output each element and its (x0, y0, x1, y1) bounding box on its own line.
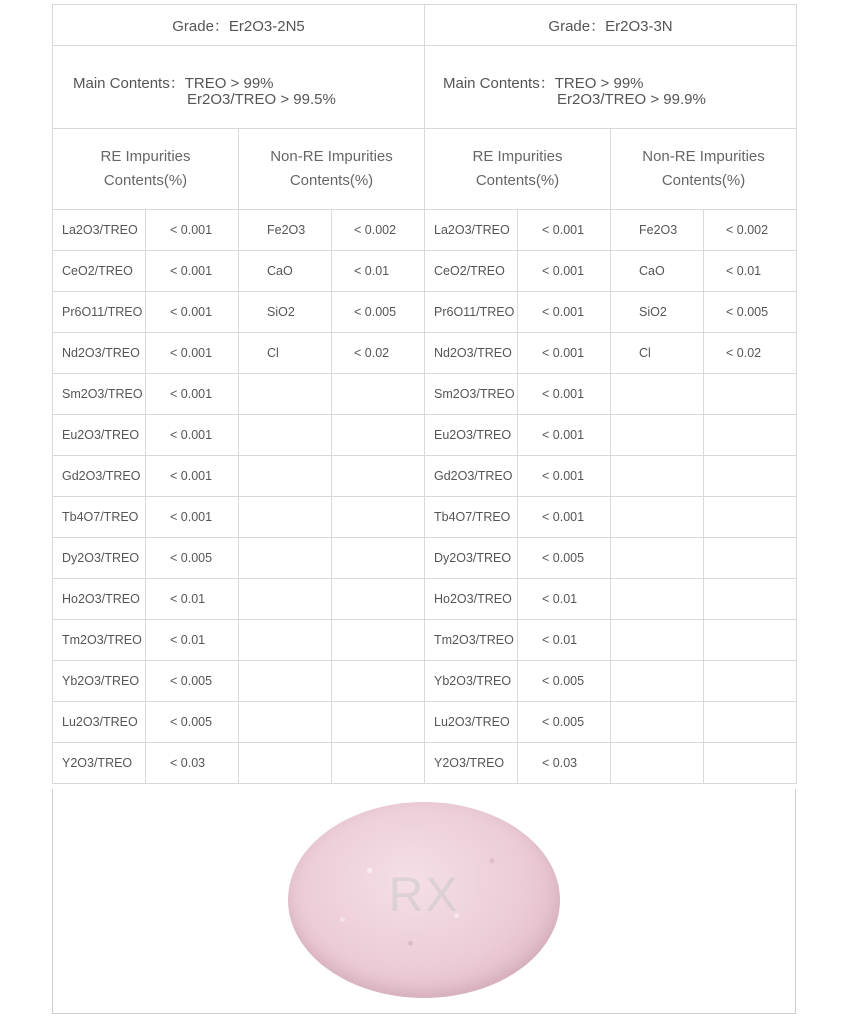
spec-sheet (52, 4, 796, 784)
impurity-name-cell: Yb2O3/TREO (425, 661, 518, 702)
non-re-value-cell (704, 415, 797, 456)
non-re-name-cell: Fe2O3 (611, 210, 704, 251)
non-re-name-cell (239, 374, 332, 415)
impurity-name-cell: La2O3/TREO (53, 210, 146, 251)
non-re-impurities-header (611, 129, 797, 210)
non-re-name-cell: CaO (611, 251, 704, 292)
non-re-value-cell (332, 415, 425, 456)
non-re-value-cell: < 0.005 (332, 292, 425, 333)
impurity-value-cell: < 0.005 (146, 538, 239, 579)
table-row (53, 620, 797, 661)
non-re-name-cell (611, 743, 704, 784)
non-re-value-cell (332, 374, 425, 415)
header-line: Contents(%) (475, 172, 560, 189)
table-row (53, 702, 797, 743)
non-re-value-cell (704, 620, 797, 661)
non-re-value-cell (332, 702, 425, 743)
non-re-value-cell (332, 538, 425, 579)
impurity-name-cell: Tb4O7/TREO (425, 497, 518, 538)
non-re-name-cell: Cl (239, 333, 332, 374)
impurity-name-cell: Y2O3/TREO (425, 743, 518, 784)
non-re-name-cell (611, 538, 704, 579)
impurity-name-cell: Eu2O3/TREO (53, 415, 146, 456)
table-row (53, 497, 797, 538)
main-contents-2n5 (53, 46, 425, 129)
impurity-name-cell: Gd2O3/TREO (53, 456, 146, 497)
impurity-value-cell: < 0.001 (518, 456, 611, 497)
impurity-name-cell: Ho2O3/TREO (425, 579, 518, 620)
impurity-value-cell: < 0.001 (146, 497, 239, 538)
non-re-value-cell (332, 743, 425, 784)
non-re-value-cell (704, 579, 797, 620)
non-re-value-cell: < 0.01 (332, 251, 425, 292)
non-re-name-cell (239, 456, 332, 497)
table-row (53, 333, 797, 374)
table-row (53, 374, 797, 415)
main-contents-3n (425, 46, 797, 129)
table-row (53, 292, 797, 333)
impurity-name-cell: Nd2O3/TREO (53, 333, 146, 374)
impurity-name-cell: Tm2O3/TREO (425, 620, 518, 661)
impurity-value-cell: < 0.001 (146, 333, 239, 374)
non-re-value-cell (704, 374, 797, 415)
non-re-name-cell (611, 497, 704, 538)
non-re-name-cell: Cl (611, 333, 704, 374)
non-re-value-cell (332, 579, 425, 620)
watermark: RX (388, 869, 460, 922)
impurity-value-cell: < 0.001 (518, 333, 611, 374)
non-re-name-cell (239, 743, 332, 784)
impurity-value-cell: < 0.03 (518, 743, 611, 784)
non-re-value-cell: < 0.01 (704, 251, 797, 292)
impurity-value-cell: < 0.001 (146, 415, 239, 456)
table-row (53, 661, 797, 702)
impurity-name-cell: Dy2O3/TREO (425, 538, 518, 579)
header-line: RE Impurities (472, 148, 563, 165)
non-re-value-cell (704, 538, 797, 579)
non-re-value-cell: < 0.002 (704, 210, 797, 251)
impurity-name-cell: La2O3/TREO (425, 210, 518, 251)
impurity-name-cell: Pr6O11/TREO (53, 292, 146, 333)
non-re-name-cell (611, 661, 704, 702)
table-row (53, 251, 797, 292)
non-re-value-cell (704, 661, 797, 702)
impurity-value-cell: < 0.001 (146, 210, 239, 251)
impurity-header-row (53, 129, 797, 210)
table-row (53, 538, 797, 579)
non-re-impurities-header (239, 129, 425, 210)
impurity-value-cell: < 0.001 (146, 456, 239, 497)
header-line: RE Impurities (100, 148, 191, 165)
grade-row (53, 5, 797, 46)
impurity-value-cell: < 0.005 (518, 702, 611, 743)
impurity-value-cell: < 0.001 (518, 292, 611, 333)
main-contents-line: Main Contents：TREO > 99% (73, 75, 274, 92)
non-re-value-cell (704, 743, 797, 784)
non-re-name-cell (239, 579, 332, 620)
impurity-value-cell: < 0.03 (146, 743, 239, 784)
non-re-value-cell (704, 702, 797, 743)
specification-table (52, 4, 797, 784)
product-photo-panel (52, 789, 796, 1014)
impurity-name-cell: Tm2O3/TREO (53, 620, 146, 661)
impurity-name-cell: Eu2O3/TREO (425, 415, 518, 456)
main-contents-line: Main Contents：TREO > 99% (443, 75, 644, 92)
impurity-name-cell: Ho2O3/TREO (53, 579, 146, 620)
impurity-name-cell: Gd2O3/TREO (425, 456, 518, 497)
non-re-name-cell (239, 415, 332, 456)
non-re-value-cell (332, 661, 425, 702)
non-re-value-cell (704, 497, 797, 538)
re-impurities-header (53, 129, 239, 210)
re-impurities-header (425, 129, 611, 210)
impurity-name-cell: Lu2O3/TREO (53, 702, 146, 743)
non-re-value-cell: < 0.02 (704, 333, 797, 374)
non-re-name-cell (239, 620, 332, 661)
impurity-value-cell: < 0.001 (146, 251, 239, 292)
non-re-name-cell (239, 497, 332, 538)
table-row (53, 579, 797, 620)
header-line: Contents(%) (103, 172, 188, 189)
header-line: Contents(%) (289, 172, 374, 189)
non-re-value-cell (332, 497, 425, 538)
non-re-value-cell (704, 456, 797, 497)
impurity-name-cell: Sm2O3/TREO (53, 374, 146, 415)
impurity-value-cell: < 0.01 (146, 620, 239, 661)
non-re-name-cell (611, 702, 704, 743)
impurity-value-cell: < 0.01 (146, 579, 239, 620)
non-re-name-cell (239, 538, 332, 579)
impurity-value-cell: < 0.001 (518, 251, 611, 292)
impurity-name-cell: Lu2O3/TREO (425, 702, 518, 743)
table-row (53, 415, 797, 456)
non-re-name-cell (611, 579, 704, 620)
grade-title-3n: Grade：Er2O3-3N (425, 5, 797, 46)
table-row (53, 743, 797, 784)
header-line: Non-RE Impurities (270, 148, 393, 165)
non-re-value-cell (332, 620, 425, 661)
non-re-value-cell: < 0.02 (332, 333, 425, 374)
impurity-name-cell: CeO2/TREO (425, 251, 518, 292)
main-purity-line: Er2O3/TREO > 99.5% (187, 91, 336, 108)
non-re-value-cell: < 0.005 (704, 292, 797, 333)
erbium-oxide-powder-image (288, 802, 560, 998)
impurity-name-cell: Yb2O3/TREO (53, 661, 146, 702)
impurity-name-cell: Nd2O3/TREO (425, 333, 518, 374)
impurity-value-cell: < 0.001 (146, 292, 239, 333)
impurity-name-cell: CeO2/TREO (53, 251, 146, 292)
impurity-value-cell: < 0.005 (518, 538, 611, 579)
grade-title-2n5: Grade：Er2O3-2N5 (53, 5, 425, 46)
non-re-name-cell: CaO (239, 251, 332, 292)
impurity-value-cell: < 0.005 (518, 661, 611, 702)
impurity-value-cell: < 0.01 (518, 579, 611, 620)
non-re-name-cell: SiO2 (239, 292, 332, 333)
impurity-value-cell: < 0.001 (146, 374, 239, 415)
impurity-value-cell: < 0.001 (518, 210, 611, 251)
impurity-value-cell: < 0.005 (146, 661, 239, 702)
impurity-name-cell: Tb4O7/TREO (53, 497, 146, 538)
table-row (53, 456, 797, 497)
impurity-value-cell: < 0.005 (146, 702, 239, 743)
non-re-name-cell (611, 415, 704, 456)
non-re-name-cell (611, 456, 704, 497)
impurity-value-cell: < 0.01 (518, 620, 611, 661)
non-re-name-cell: SiO2 (611, 292, 704, 333)
non-re-name-cell (611, 620, 704, 661)
impurity-value-cell: < 0.001 (518, 497, 611, 538)
impurity-value-cell: < 0.001 (518, 415, 611, 456)
non-re-name-cell: Fe2O3 (239, 210, 332, 251)
non-re-name-cell (239, 702, 332, 743)
impurity-name-cell: Y2O3/TREO (53, 743, 146, 784)
impurity-name-cell: Sm2O3/TREO (425, 374, 518, 415)
non-re-value-cell (332, 456, 425, 497)
non-re-value-cell: < 0.002 (332, 210, 425, 251)
header-line: Contents(%) (661, 172, 746, 189)
main-purity-line: Er2O3/TREO > 99.9% (557, 91, 706, 108)
impurity-name-cell: Pr6O11/TREO (425, 292, 518, 333)
impurity-name-cell: Dy2O3/TREO (53, 538, 146, 579)
table-row (53, 210, 797, 251)
header-line: Non-RE Impurities (642, 148, 765, 165)
non-re-name-cell (611, 374, 704, 415)
non-re-name-cell (239, 661, 332, 702)
main-contents-row (53, 46, 797, 129)
impurity-value-cell: < 0.001 (518, 374, 611, 415)
